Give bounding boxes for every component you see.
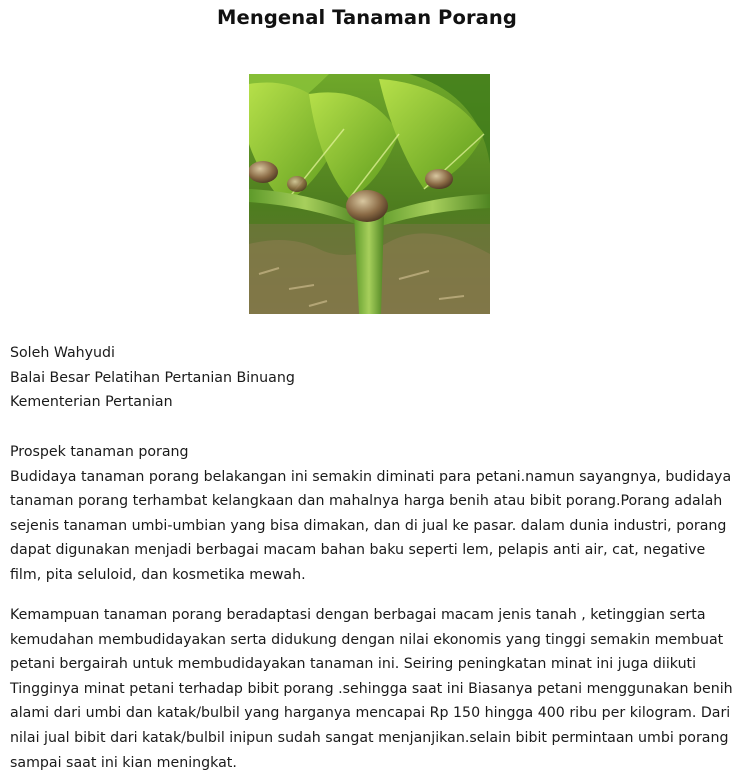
paragraph-line: Budidaya tanaman porang belakangan ini semakin diminati para petani.namun sayangnya, budidaya [10, 468, 732, 485]
author-block [10, 341, 732, 415]
paragraph-line: dapat digunakan menjadi berbagai macam bahan baku seperti lem, pelapis anti air, cat, negative [10, 542, 706, 559]
author-name: Soleh Wahyudi [10, 345, 115, 361]
author-ministry: Kementerian Pertanian [10, 394, 173, 411]
paragraph-line: sejenis tanaman umbi-umbian yang bisa dimakan, dan di jual ke pasar. dalam dunia industri, porang [10, 517, 727, 534]
section-prospek [10, 440, 732, 588]
paragraph-line: film, pita seluloid, dan kosmetika mewah. [10, 566, 306, 583]
author-institution: Balai Besar Pelatihan Pertanian Binuang [10, 369, 295, 386]
paragraph-line: Tingginya minat petani terhadap bibit porang .sehingga saat ini Biasanya petani menggunakan benih [10, 680, 733, 697]
paragraph-line: kemudahan membudidayakan serta didukung dengan nilai ekonomis yang tinggi semakin membuat [10, 631, 724, 648]
paragraph-line: nilai jual bibit dari katak/bulbil inipun sudah sangat menjanjikan.selain bibit permintaan umbi porang [10, 729, 729, 746]
paragraph-line: petani bergairah untuk membudidayakan tanaman ini. Seiring peningkatan minat ini juga diikuti [10, 656, 697, 673]
paragraph-line: Kemampuan tanaman porang beradaptasi dengan berbagai macam jenis tanah , ketinggian serta [10, 607, 706, 623]
paragraph-line: sampai saat ini kian meningkat. [10, 754, 237, 771]
porang-plant-photo [249, 74, 490, 314]
paragraph-line: alami dari umbi dan katak/bulbil yang harganya mencapai Rp 150 hingga 400 ribu per kilogram. Dari [10, 705, 731, 722]
paragraph-kemampuan [10, 603, 732, 775]
section-heading: Prospek tanaman porang [10, 444, 189, 460]
document-title: Mengenal Tanaman Porang [217, 6, 517, 29]
paragraph-line: tanaman porang terhambat kelangkaan dan mahalnya harga benih atau bibit porang.Porang adalah [10, 493, 723, 510]
